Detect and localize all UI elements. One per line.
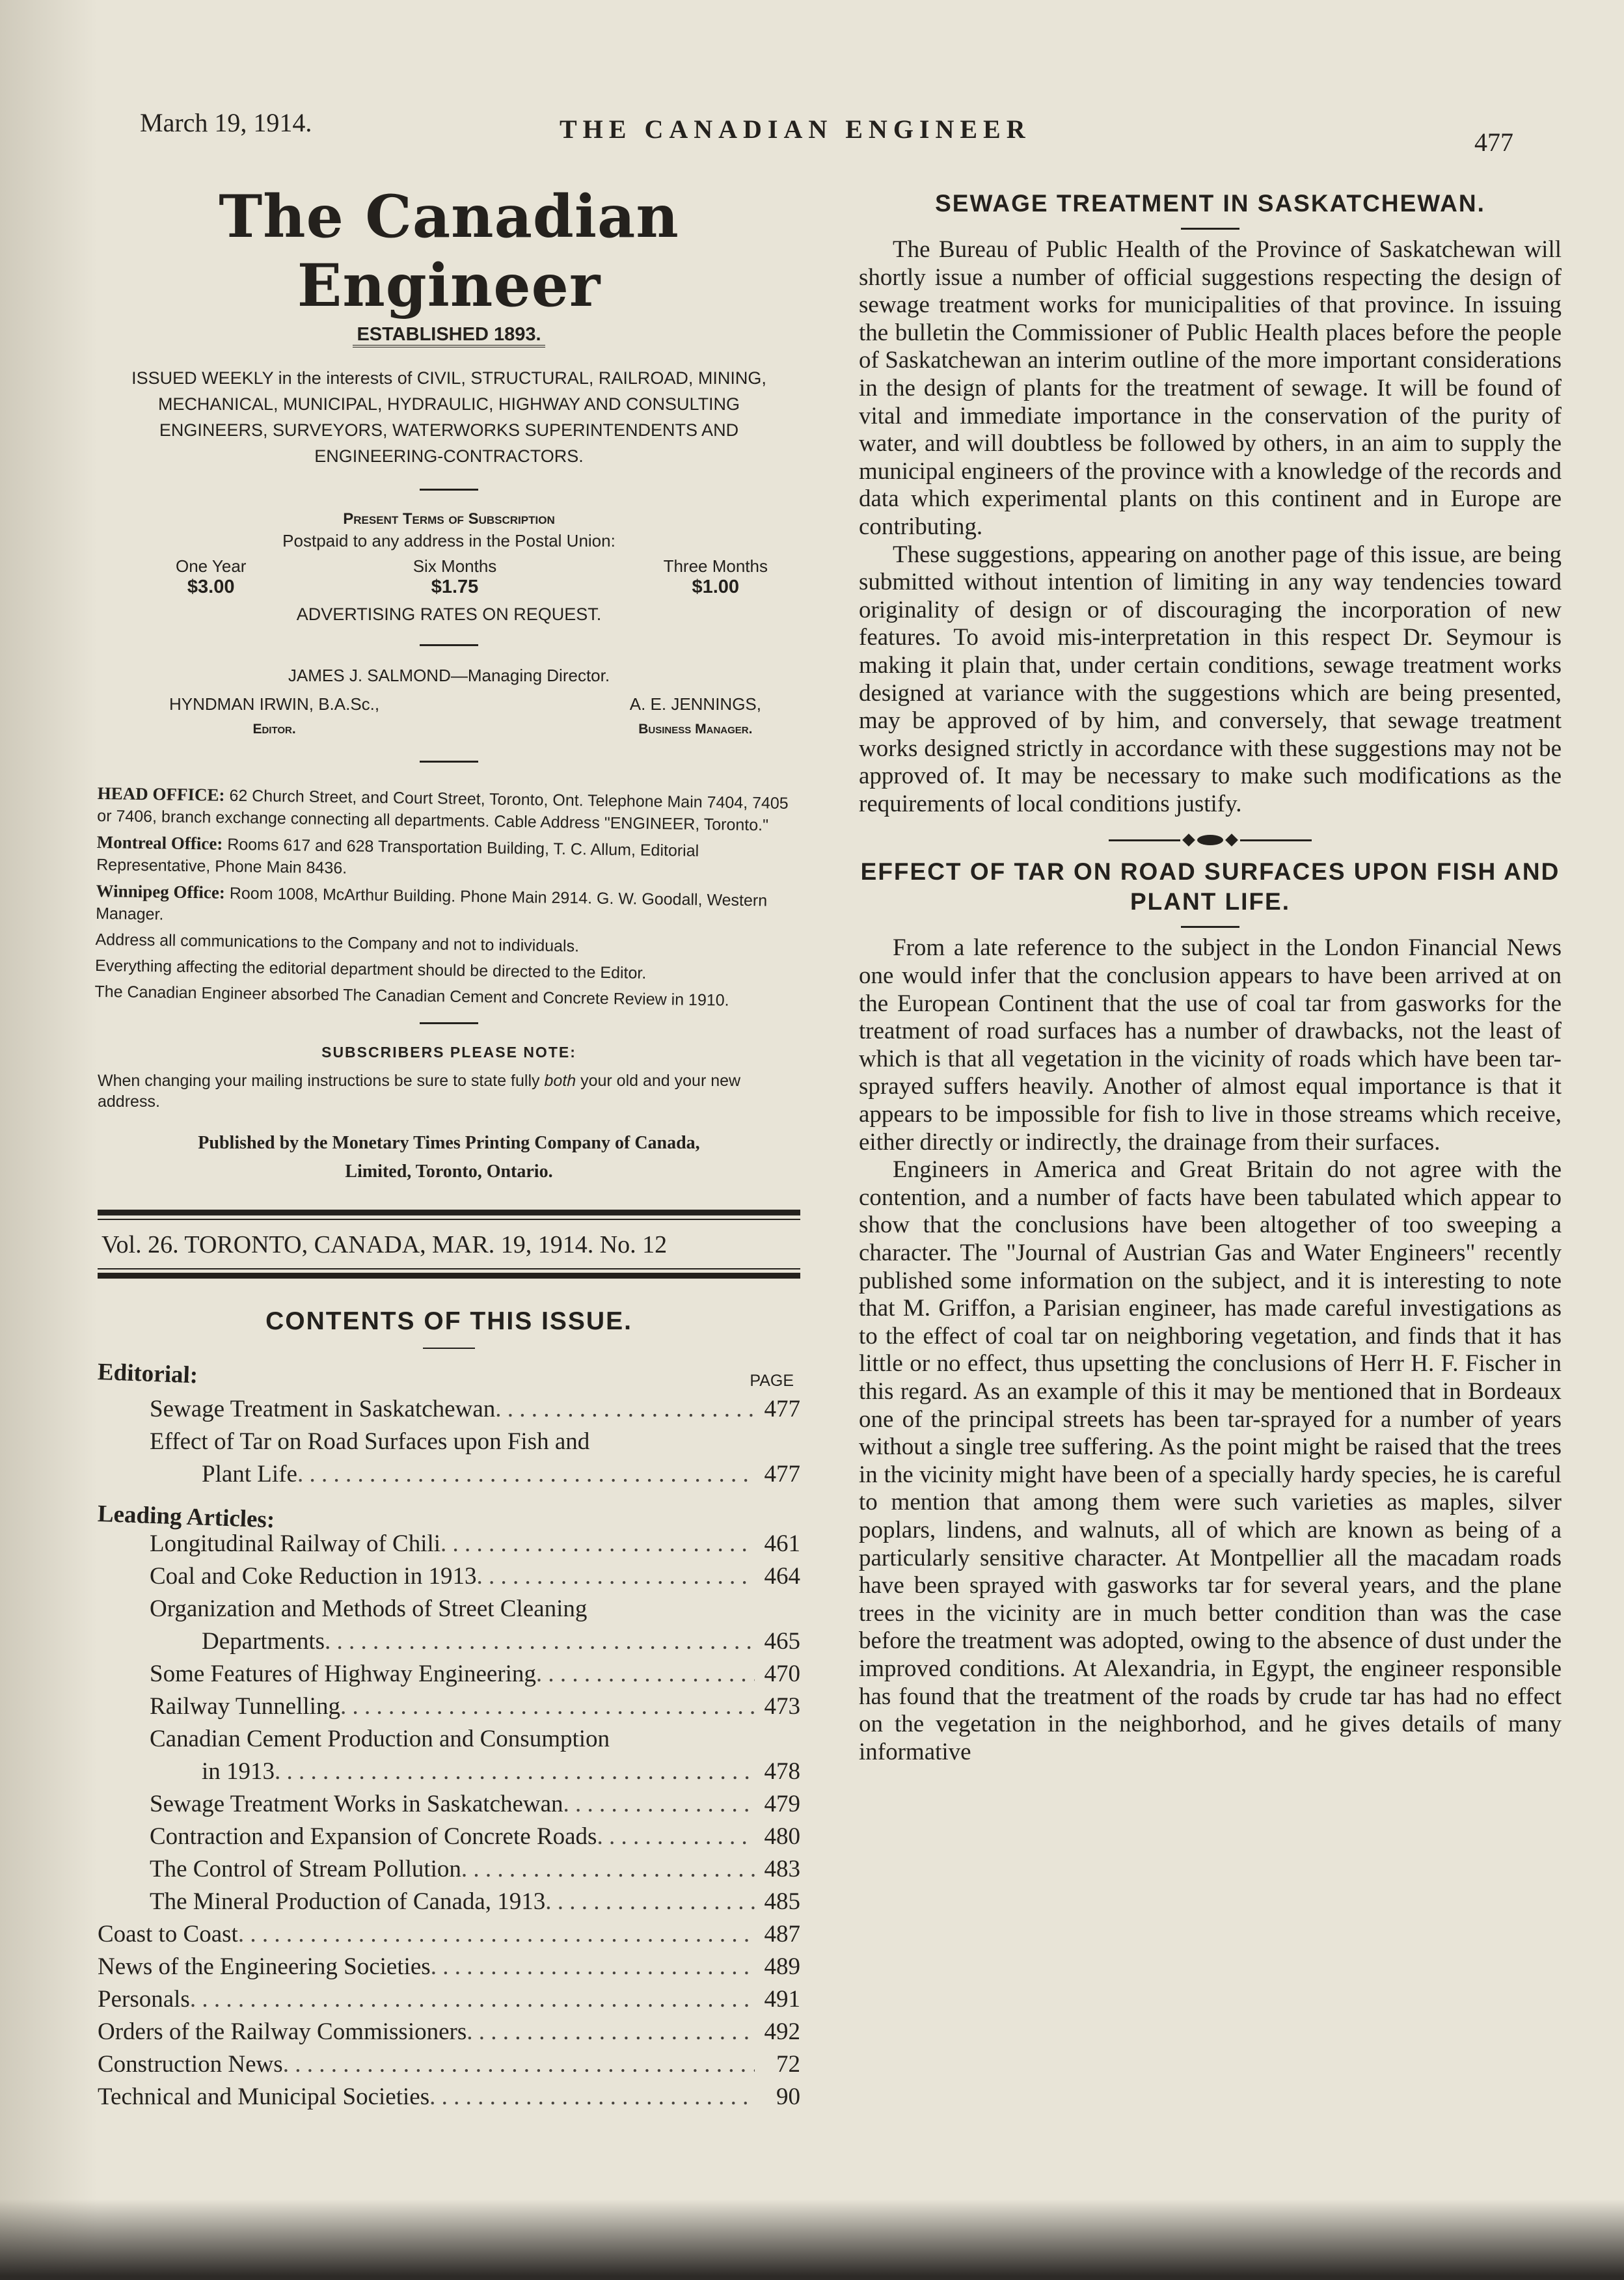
editorial-note: Everything affecting the editorial department should be directed to the Editor.: [94, 956, 647, 983]
toc-entry[interactable]: Sewage Treatment Works in Saskatchewan . . . 479: [150, 1788, 800, 1821]
business-manager: A. E. JENNINGS, Business Manager.: [629, 694, 761, 737]
issued-statement: ISSUED WEEKLY in the interests of CIVIL, STRUCTURAL, RAILROAD, MINING, MECHANICAL, MUNICIPAL, HYDRAULIC, HIGHWAY AND CONSULTING ENGINEERS, SURVEYORS, WATERWORKS SUPERINTENDENTS AND ENGINEERING-CONTRACTORS.: [131, 368, 766, 466]
contents-title: CONTENTS OF THIS ISSUE.: [265, 1307, 632, 1335]
separator: [423, 1348, 475, 1349]
rule: [98, 1273, 800, 1279]
article-title: SEWAGE TREATMENT IN SASKATCHEWAN.: [935, 190, 1485, 217]
rule: [98, 1210, 800, 1215]
toc-entry-continued[interactable]: Departments . . . 465: [202, 1625, 800, 1658]
toc-entry[interactable]: Canadian Cement Production and Consumption: [150, 1726, 610, 1752]
toc-entry[interactable]: The Mineral Production of Canada, 1913 . . . 485: [150, 1886, 800, 1918]
article-paragraph: Engineers in America and Great Britain do not agree with the contention, and a number of facts have been tabulated which appear to show that the conclusions have been altogether of too sweeping a character. The "Journal of Austrian Gas and Water Engineers" recently published some information on the subject, and it is interesting to note that M. Griffon, a Parisian engineer, has made careful investigations as to the effect of coal tar on neighboring vegetation, and finds that it has little or no effect, thus upsetting the conclusions of Herr H. F. Fischer in this regard. As an example of this it may be mentioned that in Bordeaux one of the principal streets has been tar-sprayed for a number of years without a single tree suffering. As the point might be raised that the trees in the vicinity might have been of a specially hardy species, he is careful to mention that among them were such varieties as maples, silver poplars, lindens, and walnuts, all of which are known as being of a particularly sensitive character. At Montpellier all the macadam roads have been sprayed with gasworks tar for several years, and the plane trees in the vicinity are in much better condition than was the case before the treatment was adopted, owing to the absence of dust under the improved conditions. At Alexandria, in Egypt, the engineer responsible has found that the treatment of the roads by crude tar has had no effect on the vegetation in the neighborhod, and he gives details of many informative: [859, 1156, 1562, 1765]
toc-entry[interactable]: Effect of Tar on Road Surfaces upon Fish and: [150, 1428, 590, 1455]
ornament-divider: [859, 835, 1562, 845]
toc-entry[interactable]: Orders of the Railway Commissioners . . . 492: [98, 2016, 800, 2048]
absorbed-note: The Canadian Engineer absorbed The Canadian Cement and Concrete Review in 1910.: [94, 982, 729, 1010]
terms-title: Present Terms of Subscription: [343, 510, 555, 528]
separator: [1181, 228, 1239, 230]
running-head: [137, 107, 1513, 157]
terms-postpaid: Postpaid to any address in the Postal Union:: [282, 531, 616, 550]
head-office: HEAD OFFICE: 62 Church Street, and Court Street, Toronto, Ont. Telephone Main 7404, 7405 or 7406, branch exchange connecting all departments. Cable Address "ENGINEER, Toronto.": [97, 783, 789, 835]
publisher: Published by the Monetary Times Printing Company of Canada, Limited, Toronto, Ontario.: [198, 1133, 700, 1182]
editorial-heading: Editorial:: [97, 1359, 198, 1389]
toc-entry[interactable]: Technical and Municipal Societies . . . 90: [98, 2081, 800, 2113]
staff-list: [98, 666, 800, 741]
office-addresses: [94, 782, 800, 1012]
page-bottom-shadow: [0, 2199, 1624, 2280]
page-number: 477: [1474, 128, 1513, 157]
masthead-title: The Canadian Engineer: [219, 182, 679, 320]
separator: [420, 1022, 478, 1024]
notice-title: SUBSCRIBERS PLEASE NOTE:: [321, 1044, 576, 1061]
leading-articles-heading: Leading Articles:: [97, 1500, 275, 1534]
separator: [1181, 926, 1239, 928]
separator: [420, 489, 478, 491]
separator: [420, 761, 478, 763]
toc-entry-continued[interactable]: Plant Life . . . 477: [202, 1458, 800, 1491]
toc-entry[interactable]: Sewage Treatment in Saskatchewan . . . 477: [150, 1393, 800, 1426]
montreal-office: Montreal Office: Rooms 617 and 628 Transportation Building, T. C. Allum, Editorial Representative, Phone Main 8436.: [96, 832, 699, 878]
separator: [420, 644, 478, 646]
toc-entry[interactable]: Contraction and Expansion of Concrete Roads . . . 480: [150, 1821, 800, 1853]
toc-entry[interactable]: Some Features of Highway Engineering . . . 470: [150, 1658, 800, 1690]
toc-entry[interactable]: Coast to Coast . . . 487: [98, 1918, 800, 1951]
price-three-months: Three Months $1.00: [663, 556, 768, 597]
article-paragraph: From a late reference to the subject in the London Financial News one would infer that the conclusion appears to have been arrived at on the European Continent that the use of coal tar from gasworks for the treatment of road surfaces has a number of drawbacks, not the least of which is that all vegetation in the vicinity of roads which have been tar-sprayed suffers heavily. Another of almost equal importance is that it appears to be impossible for fish to live in those streams which receive, either directly or indirectly, the drainage from their surfaces.: [859, 934, 1562, 1156]
left-column: [94, 182, 800, 2113]
toc-entry[interactable]: Coal and Coke Reduction in 1913 . . . 464: [150, 1560, 800, 1593]
toc-entry[interactable]: Longitudinal Railway of Chili . . . 461: [150, 1528, 800, 1560]
editor: HYNDMAN IRWIN, B.A.Sc., Editor.: [169, 694, 380, 737]
established-line: ESTABLISHED 1893.: [98, 324, 800, 346]
article-title: EFFECT OF TAR ON ROAD SURFACES UPON FISH AND PLANT LIFE.: [860, 858, 1560, 916]
price-one-year: One Year $3.00: [176, 556, 247, 597]
toc-entry[interactable]: Organization and Methods of Street Cleaning: [150, 1595, 588, 1622]
right-column: [859, 182, 1562, 1766]
managing-director: JAMES J. SALMOND—Managing Director.: [288, 666, 610, 685]
toc-entry[interactable]: The Control of Stream Pollution . . . 483: [150, 1853, 800, 1886]
article-paragraph: The Bureau of Public Health of the Province of Saskatchewan will shortly issue a number of official suggestions respecting the design of sewage treatment works for municipalities of that province. In issuing the bulletin the Commissioner of Public Health places before the people of Saskatchewan an interim outline of the more important considerations in the design of plants for the treatment of sewage. It will be found of vital and immediate importance in the conservation of the purity of water, and will doubtless be followed by others, in an aim to supply the municipal engineers of the province with a knowledge of the records and data which experimental plants on this continent and in Europe are contributing.: [859, 236, 1562, 540]
advertising-note: ADVERTISING RATES ON REQUEST.: [296, 604, 602, 624]
toc-entry[interactable]: Personals . . . 491: [98, 1983, 800, 2016]
address-note: Address all communications to the Company and not to individuals.: [95, 930, 580, 956]
journal-title: THE CANADIAN ENGINEER: [560, 115, 1031, 144]
notice-body: When changing your mailing instructions be sure to state fully both your old and your new address.: [98, 1072, 741, 1111]
issue-date: March 19, 1914.: [140, 108, 312, 137]
price-list: [176, 556, 768, 598]
subscription-terms: [98, 510, 800, 625]
toc-entry[interactable]: Construction News . . . 72: [98, 2048, 800, 2081]
toc-entry[interactable]: Railway Tunnelling . . . 473: [150, 1690, 800, 1723]
toc-entry[interactable]: News of the Engineering Societies . . . 489: [98, 1951, 800, 1983]
rule: [98, 1268, 800, 1269]
volume-line: Vol. 26. TORONTO, CANADA, MAR. 19, 1914. No. 12: [102, 1231, 668, 1258]
toc-entry-continued[interactable]: in 1913 . . . 478: [202, 1756, 800, 1788]
price-six-months: Six Months $1.75: [413, 556, 497, 597]
article-paragraph: These suggestions, appearing on another page of this issue, are being submitted without intention of limiting in any way tendencies toward originality of design or of discouraging the incorporation of new features. To avoid mis-interpretation in this respect Dr. Seymour is making it plain that, under certain conditions, sewage treatment works designed at variance with the suggestions which are being presented, may be approved of by him, and conversely, that sewage treatment works designed strictly in accordance with these suggestions may not be approved of. It may be necessary to make such modifications as the requirements of local conditions justify.: [859, 541, 1562, 817]
page-label: PAGE: [750, 1372, 794, 1390]
page-gutter-shadow: [0, 0, 98, 2280]
winnipeg-office: Winnipeg Office: Room 1008, McArthur Building. Phone Main 2914. G. W. Goodall, Western Manager.: [95, 880, 768, 924]
